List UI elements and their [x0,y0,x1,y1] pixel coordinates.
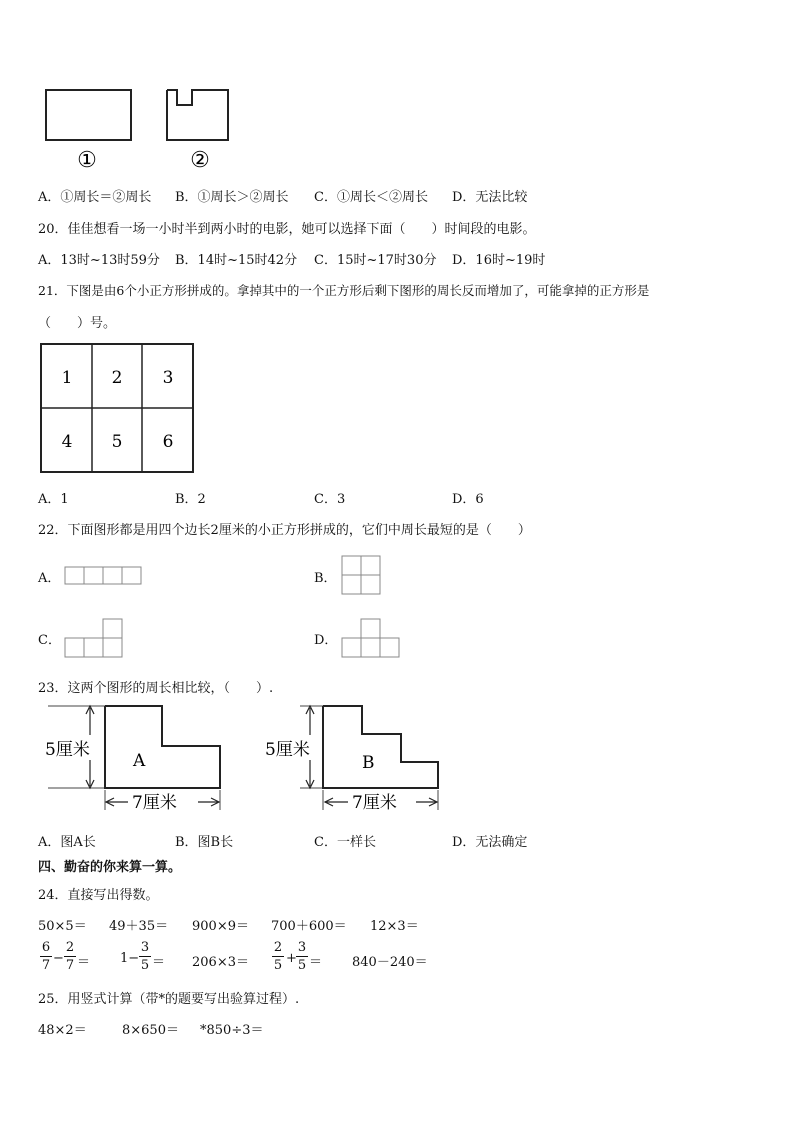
q21-option-b: B．2 [175,492,206,507]
q24-calc-1: 50×5＝ [38,919,87,934]
q24-frac-3b: 3 5 [297,940,307,973]
q21-stem-line2: （ ）号。 [38,316,117,331]
q22-stem: 22．下面图形都是用四个边长2厘米的小正方形拼成的，它们中周长最短的是（ ） [38,523,531,538]
q22-figure-c [63,618,125,660]
q24-frac-2-whole: 1− [120,951,140,966]
grid-cell-2: 2 [111,368,123,388]
q22-figure-b [341,555,383,597]
q24-frac-3-eq: ＝ [309,955,323,970]
figure-b-shape [323,706,438,788]
q23-stem: 23．这两个图形的周长相比较，（ ）. [38,681,274,696]
q25-item-3: *850÷3＝ [200,1023,264,1038]
q24-frac-1b: 2 7 [65,940,75,973]
q20-option-a: A．13时~13时59分 [38,253,160,268]
q24-calc-3: 900×9＝ [192,919,249,934]
figure-a-letter: A [133,751,146,771]
q24-calc-7: 840－240＝ [352,955,428,970]
q20-option-b: B．14时~15时42分 [175,253,298,268]
q23-option-b: B．图B长 [175,835,234,850]
q22-option-b-label: B． [314,571,337,586]
q20-option-c: C．15时~17时30分 [314,253,437,268]
grid-cell-1: 1 [61,368,73,388]
q22-option-a-label: A． [38,571,61,586]
q24-stem: 24．直接写出得数。 [38,888,159,903]
q24-calc-4: 700＋600＝ [271,919,347,934]
figure-1-rectangle [46,90,131,140]
figure-a-shape [105,706,220,788]
q23-option-a: A．图A长 [38,835,96,850]
q21-grid [40,343,196,475]
q23-figure-b [262,700,452,818]
q21-stem-line1: 21．下图是由6个小正方形拼成的。拿掉其中的一个正方形后剩下图形的周长反而增加了，可能拿掉的正方形是 [38,283,650,298]
figure-b-width-label: 7厘米 [352,793,397,813]
figure-a-width-label: 7厘米 [132,793,177,813]
q20-stem: 20．佳佳想看一场一小时半到两小时的电影，她可以选择下面（ ）时间段的电影。 [38,222,536,237]
figure-b-height-label: 5厘米 [265,740,310,760]
figure-2-label: ② [190,148,210,173]
figure-2-notched-shape [167,90,228,140]
figure-b-letter: B [362,753,375,773]
grid-cell-4: 4 [61,432,73,452]
q24-frac-2: 3 5 [140,940,150,973]
q24-frac-3-op: + [286,951,297,966]
q22-option-d-label: D． [314,633,338,648]
q19-option-d: D．无法比较 [452,190,528,205]
q24-calc-6: 206×3＝ [192,955,249,970]
q19-figures [40,85,260,175]
q24-frac-2-eq: ＝ [152,955,166,970]
q19-option-b: B．①周长＞②周长 [175,190,289,205]
q24-calc-5: 12×3＝ [370,919,419,934]
q24-calc-2: 49＋35＝ [109,919,169,934]
figure-1-label: ① [77,148,97,173]
q22-figure-a [64,566,144,586]
q24-frac-1a: 6 7 [41,940,51,973]
grid-cell-5: 5 [111,432,123,452]
q19-option-a: A．①周长＝②周长 [38,190,152,205]
q25-item-2: 8×650＝ [122,1023,179,1038]
q23-figure-a [40,700,230,818]
q21-option-a: A．1 [38,492,69,507]
section-4-title: 四、勤奋的你来算一算。 [38,860,182,875]
figure-a-height-label: 5厘米 [45,740,90,760]
q22-option-c-label: C． [38,633,61,648]
q19-option-c: C．①周长＜②周长 [314,190,428,205]
grid-cell-3: 3 [162,368,174,388]
q24-frac-1-op: − [53,951,64,966]
q22-figure-d [340,618,402,660]
q23-option-c: C．一样长 [314,835,376,850]
q20-option-d: D．16时~19时 [452,253,546,268]
q24-frac-3a: 2 5 [273,940,283,973]
grid-cell-6: 6 [162,432,174,452]
q25-stem: 25．用竖式计算（带*的题要写出验算过程）. [38,992,300,1007]
q23-option-d: D．无法确定 [452,835,528,850]
q25-item-1: 48×2＝ [38,1023,87,1038]
q24-frac-1-eq: ＝ [77,955,91,970]
q21-option-d: D．6 [452,492,484,507]
q21-option-c: C．3 [314,492,346,507]
